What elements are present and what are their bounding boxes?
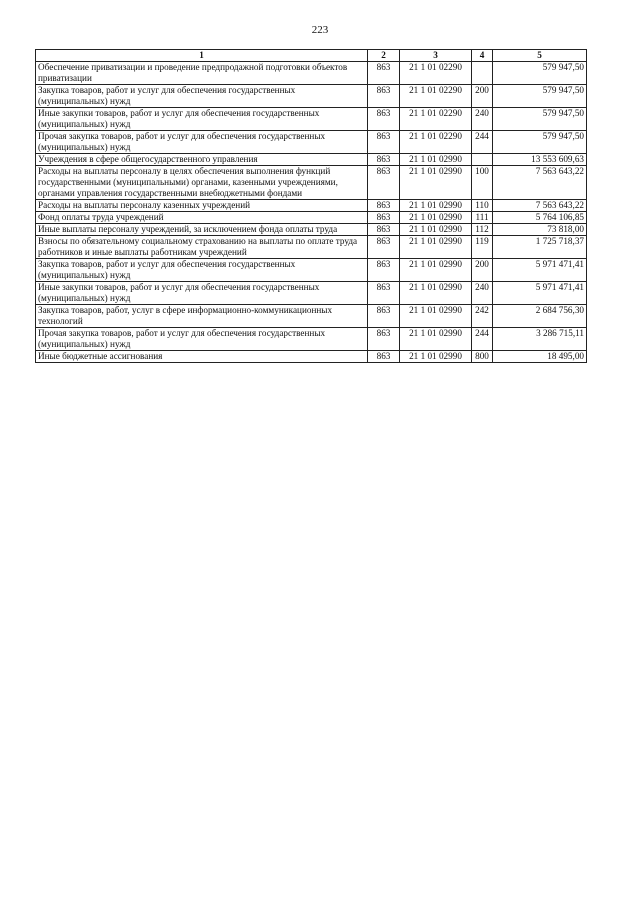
row-amount: 5 764 106,85: [493, 212, 587, 224]
row-amount: 1 725 718,37: [493, 236, 587, 259]
row-code-target: 21 1 01 02990: [400, 351, 472, 363]
row-code-target: 21 1 01 02990: [400, 212, 472, 224]
budget-table: [35, 49, 587, 363]
row-code-department: 863: [368, 212, 400, 224]
row-code-expense-type: 200: [472, 259, 493, 282]
row-code-expense-type: 240: [472, 282, 493, 305]
row-code-expense-type: 110: [472, 200, 493, 212]
row-code-department: 863: [368, 108, 400, 131]
row-code-expense-type: [472, 154, 493, 166]
row-description: Прочая закупка товаров, работ и услуг для обеспечения государственных (муниципальных) нужд: [36, 328, 368, 351]
table-row: [36, 328, 587, 351]
header-col-4: 4: [472, 50, 493, 62]
row-amount: 73 818,00: [493, 224, 587, 236]
table-row: [36, 200, 587, 212]
row-code-expense-type: 240: [472, 108, 493, 131]
row-code-department: 863: [368, 224, 400, 236]
row-code-expense-type: 244: [472, 328, 493, 351]
row-description: Расходы на выплаты персоналу казенных учреждений: [36, 200, 368, 212]
row-code-department: 863: [368, 166, 400, 200]
row-code-expense-type: 242: [472, 305, 493, 328]
row-description: Фонд оплаты труда учреждений: [36, 212, 368, 224]
row-amount: 579 947,50: [493, 131, 587, 154]
row-description: Закупка товаров, работ и услуг для обеспечения государственных (муниципальных) нужд: [36, 85, 368, 108]
row-amount: 5 971 471,41: [493, 259, 587, 282]
row-code-expense-type: 200: [472, 85, 493, 108]
table-row: [36, 282, 587, 305]
row-code-department: 863: [368, 154, 400, 166]
table-row: [36, 212, 587, 224]
table-row: [36, 62, 587, 85]
row-description: Иные закупки товаров, работ и услуг для обеспечения государственных (муниципальных) нужд: [36, 108, 368, 131]
row-description: Прочая закупка товаров, работ и услуг для обеспечения государственных (муниципальных) нужд: [36, 131, 368, 154]
row-amount: 3 286 715,11: [493, 328, 587, 351]
table-row: [36, 154, 587, 166]
row-code-target: 21 1 01 02990: [400, 236, 472, 259]
table-body: [36, 62, 587, 363]
row-description: Учреждения в сфере общегосударственного управления: [36, 154, 368, 166]
row-code-target: 21 1 01 02290: [400, 62, 472, 85]
page-number: 223: [311, 24, 329, 36]
row-code-department: 863: [368, 131, 400, 154]
row-code-expense-type: [472, 62, 493, 85]
header-col-3: 3: [400, 50, 472, 62]
row-amount: 579 947,50: [493, 85, 587, 108]
table-row: [36, 351, 587, 363]
row-code-department: 863: [368, 351, 400, 363]
row-amount: 579 947,50: [493, 62, 587, 85]
row-code-expense-type: 112: [472, 224, 493, 236]
table-row: [36, 224, 587, 236]
row-code-target: 21 1 01 02990: [400, 224, 472, 236]
row-code-department: 863: [368, 236, 400, 259]
table-row: [36, 305, 587, 328]
row-code-target: 21 1 01 02990: [400, 166, 472, 200]
row-code-target: 21 1 01 02990: [400, 282, 472, 305]
row-code-target: 21 1 01 02290: [400, 131, 472, 154]
row-description: Иные бюджетные ассигнования: [36, 351, 368, 363]
table-row: [36, 85, 587, 108]
row-code-expense-type: 111: [472, 212, 493, 224]
row-code-expense-type: 244: [472, 131, 493, 154]
row-code-expense-type: 119: [472, 236, 493, 259]
table-header: [36, 50, 587, 62]
table-row: [36, 236, 587, 259]
header-col-1: 1: [36, 50, 368, 62]
row-code-target: 21 1 01 02990: [400, 200, 472, 212]
header-col-5: 5: [493, 50, 587, 62]
row-description: Закупка товаров, работ и услуг для обеспечения государственных (муниципальных) нужд: [36, 259, 368, 282]
row-code-expense-type: 100: [472, 166, 493, 200]
table-row: [36, 166, 587, 200]
row-amount: 579 947,50: [493, 108, 587, 131]
row-description: Взносы по обязательному социальному страхованию на выплаты по оплате труда работников и иные выплаты работникам учреждений: [36, 236, 368, 259]
row-code-department: 863: [368, 259, 400, 282]
row-code-department: 863: [368, 62, 400, 85]
row-amount: 5 971 471,41: [493, 282, 587, 305]
table-row: [36, 131, 587, 154]
header-row: [36, 50, 587, 62]
row-amount: 7 563 643,22: [493, 200, 587, 212]
row-description: Закупка товаров, работ, услуг в сфере информационно-коммуникационных технологий: [36, 305, 368, 328]
row-amount: 2 684 756,30: [493, 305, 587, 328]
table-row: [36, 108, 587, 131]
row-code-target: 21 1 01 02290: [400, 108, 472, 131]
row-code-target: 21 1 01 02290: [400, 85, 472, 108]
row-amount: 13 553 609,63: [493, 154, 587, 166]
row-code-expense-type: 800: [472, 351, 493, 363]
row-description: Обеспечение приватизации и проведение предпродажной подготовки объектов приватизации: [36, 62, 368, 85]
row-description: Расходы на выплаты персоналу в целях обеспечения выполнения функций государственными (муниципальными) органами, казенными учреждениями, органами управления государственными внебюджетными фондами: [36, 166, 368, 200]
row-amount: 7 563 643,22: [493, 166, 587, 200]
row-code-target: 21 1 01 02990: [400, 328, 472, 351]
row-code-department: 863: [368, 328, 400, 351]
row-code-department: 863: [368, 85, 400, 108]
row-code-target: 21 1 01 02990: [400, 305, 472, 328]
header-col-2: 2: [368, 50, 400, 62]
row-code-department: 863: [368, 305, 400, 328]
row-code-target: 21 1 01 02990: [400, 259, 472, 282]
row-code-target: 21 1 01 02990: [400, 154, 472, 166]
row-amount: 18 495,00: [493, 351, 587, 363]
row-description: Иные закупки товаров, работ и услуг для обеспечения государственных (муниципальных) нужд: [36, 282, 368, 305]
row-code-department: 863: [368, 282, 400, 305]
row-description: Иные выплаты персоналу учреждений, за исключением фонда оплаты труда: [36, 224, 368, 236]
row-code-department: 863: [368, 200, 400, 212]
table-row: [36, 259, 587, 282]
